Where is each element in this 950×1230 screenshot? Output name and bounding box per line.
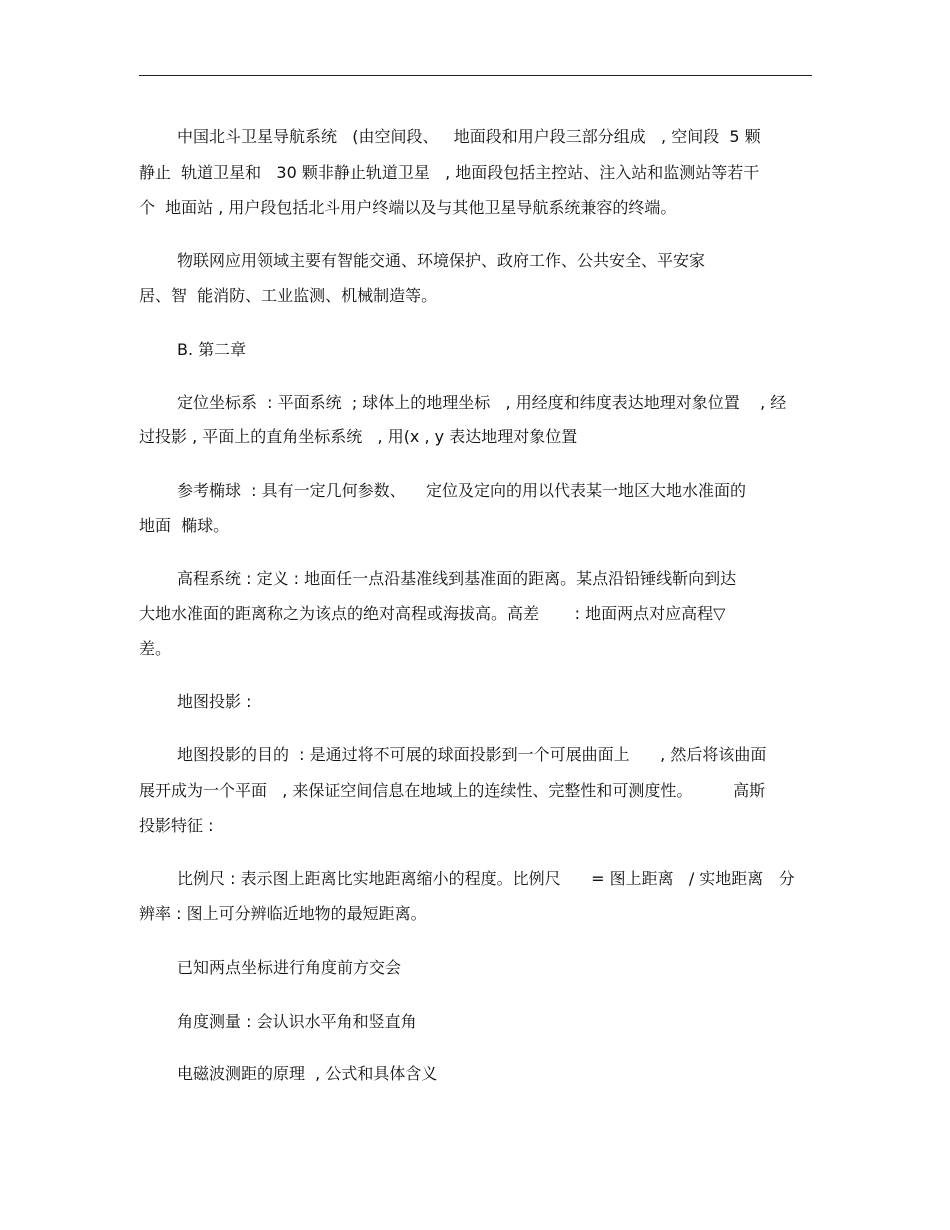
elevation-line-3: 差。 bbox=[139, 639, 172, 658]
projection-line-3: 投影特征 : bbox=[139, 816, 214, 835]
projection-line-1: 地图投影的目的 : 是通过将不可展的球面投影到一个可展曲面上 , 然后将该曲面 bbox=[177, 745, 767, 764]
projection-line-2: 展开成为一个平面 , 来保证空间信息在地域上的连续性、完整性和可测度性。 高斯 bbox=[139, 781, 766, 800]
beidou-line-1: 中国北斗卫星导航系统 (由空间段、 地面段和用户段三部分组成 , 空间段 5 颗 bbox=[177, 127, 761, 146]
iot-line-1: 物联网应用领域主要有智能交通、环境保护、政府工作、公共安全、平安家 bbox=[177, 251, 706, 270]
ellipsoid-line-1: 参考椭球 : 具有一定几何参数、 定位及定向的用以代表某一地区大地水准面的 bbox=[177, 481, 746, 500]
header-rule bbox=[139, 75, 812, 76]
emd-line: 电磁波测距的原理 , 公式和具体含义 bbox=[177, 1064, 438, 1083]
ellipsoid-line-2: 地面 椭球。 bbox=[139, 516, 230, 535]
chapter-heading: B. 第二章 bbox=[177, 340, 247, 359]
coordinate-line-2: 过投影 , 平面上的直角坐标系统 , 用(x , y 表达地理对象位置 bbox=[139, 427, 578, 446]
scale-line-2: 辨率 : 图上可分辨临近地物的最短距离。 bbox=[139, 904, 427, 923]
angle-line: 角度测量 : 会认识水平角和竖直角 bbox=[177, 1012, 417, 1031]
iot-line-2: 居、智 能消防、工业监测、机械制造等。 bbox=[139, 286, 438, 305]
coordinate-line-1: 定位坐标系 : 平面系统 ; 球体上的地理坐标 , 用经度和纬度表达地理对象位置 , 经 bbox=[177, 393, 787, 412]
elevation-line-1: 高程系统 : 定义 : 地面任一点沿基准线到基准面的距离。某点沿铅锤线靳向到达 bbox=[177, 569, 737, 588]
beidou-line-2: 静止 轨道卫星和 30 颗非静止轨道卫星 , 地面段包括主控站、注入站和监测站等若干 bbox=[139, 163, 760, 182]
beidou-line-3: 个 地面站 , 用户段包括北斗用户终端以及与其他卫星导航系统兼容的终端。 bbox=[139, 198, 677, 217]
projection-heading: 地图投影 : bbox=[177, 692, 252, 711]
scale-line-1: 比例尺 : 表示图上距离比实地距离缩小的程度。比例尺 = 图上距离 / 实地距离 分 bbox=[177, 869, 795, 888]
intersection-line: 已知两点坐标进行角度前方交会 bbox=[177, 958, 402, 977]
elevation-line-2: 大地水准面的距离称之为该点的绝对高程或海拔高。高差 : 地面两点对应高程▽ bbox=[139, 604, 726, 623]
